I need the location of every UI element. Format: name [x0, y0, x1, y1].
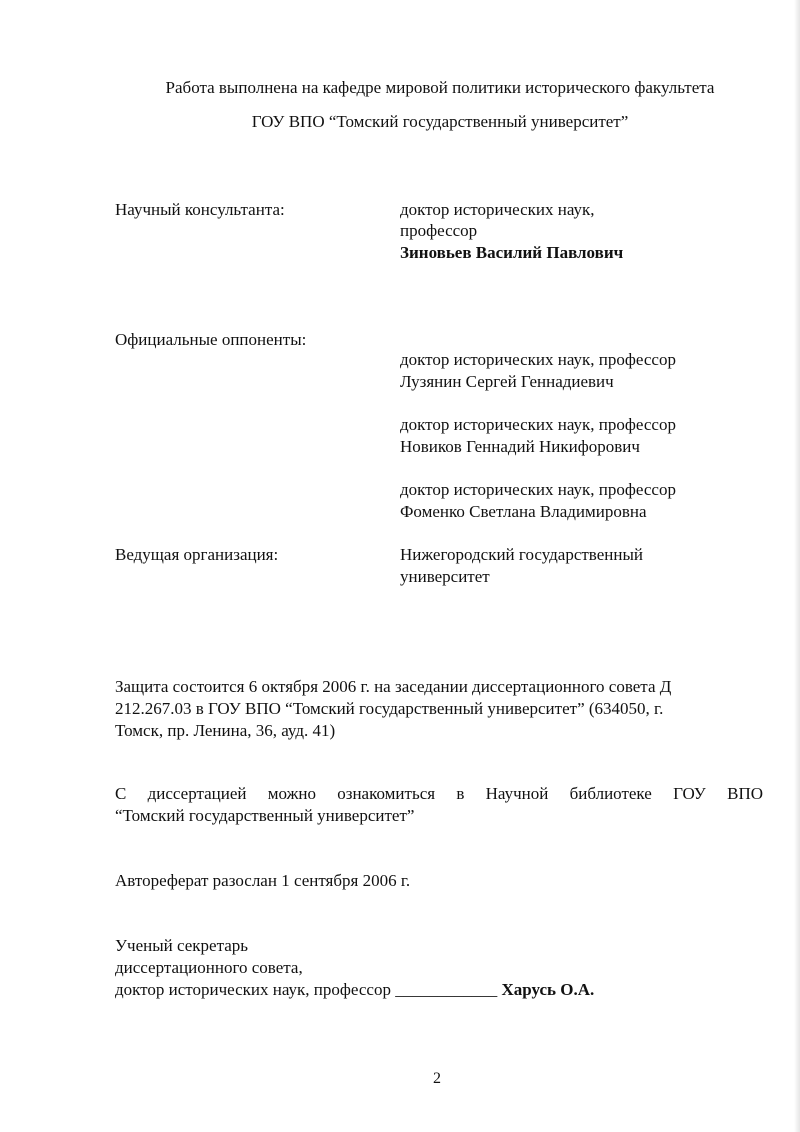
secretary-line-3 — [115, 979, 594, 1001]
secretary-name: Харусь О.А. — [501, 980, 595, 999]
secretary-line-1: Ученый секретарь — [115, 936, 249, 955]
opponent-3-name: Фоменко Светлана Владимировна — [400, 502, 647, 521]
distribution-text: Автореферат разослан 1 сентября 2006 г. — [115, 871, 411, 890]
leading-org-line-1: Нижегородский государственный — [400, 545, 643, 564]
opponent-3-degree: доктор исторических наук, профессор — [400, 480, 676, 499]
consultant-name: Зиновьев Василий Павлович — [400, 243, 624, 262]
opponents-label: Официальные оппоненты: — [115, 330, 307, 349]
opponent-2-degree: доктор исторических наук, профессор — [400, 415, 676, 434]
opponent-2-name: Новиков Геннадий Никифорович — [400, 437, 640, 456]
header-line-1: Работа выполнена на кафедре мировой политики исторического факультета — [165, 78, 715, 97]
leading-org-line-2: университет — [400, 567, 490, 586]
page-number: 2 — [433, 1070, 441, 1087]
opponent-1-degree: доктор исторических наук, профессор — [400, 350, 676, 369]
defense-line-2: 212.267.03 в ГОУ ВПО “Томский государственный университет” (634050, г. — [115, 699, 664, 718]
consultant-label: Научный консультанта: — [115, 200, 285, 219]
secretary-line-2: диссертационного совета, — [115, 958, 303, 977]
defense-line-3: Томск, пр. Ленина, 36, ауд. 41) — [115, 721, 336, 740]
secretary-degree: доктор исторических наук, профессор — [115, 980, 391, 999]
scan-edge-shadow — [794, 0, 800, 1132]
defense-line-1: Защита состоится 6 октября 2006 г. на заседании диссертационного совета Д — [115, 677, 672, 696]
library-line-1: С диссертацией можно ознакомиться в Научной библиотеке ГОУ ВПО — [115, 784, 763, 803]
signature-blank: ____________ — [395, 980, 498, 999]
library-line-2: “Томский государственный университет” — [115, 806, 415, 825]
header-line-2: ГОУ ВПО “Томский государственный университет” — [251, 112, 629, 131]
consultant-degree: доктор исторических наук, — [400, 200, 595, 219]
leading-org-label: Ведущая организация: — [115, 545, 279, 564]
opponent-1-name: Лузянин Сергей Геннадиевич — [400, 372, 614, 391]
consultant-title: профессор — [400, 221, 478, 240]
